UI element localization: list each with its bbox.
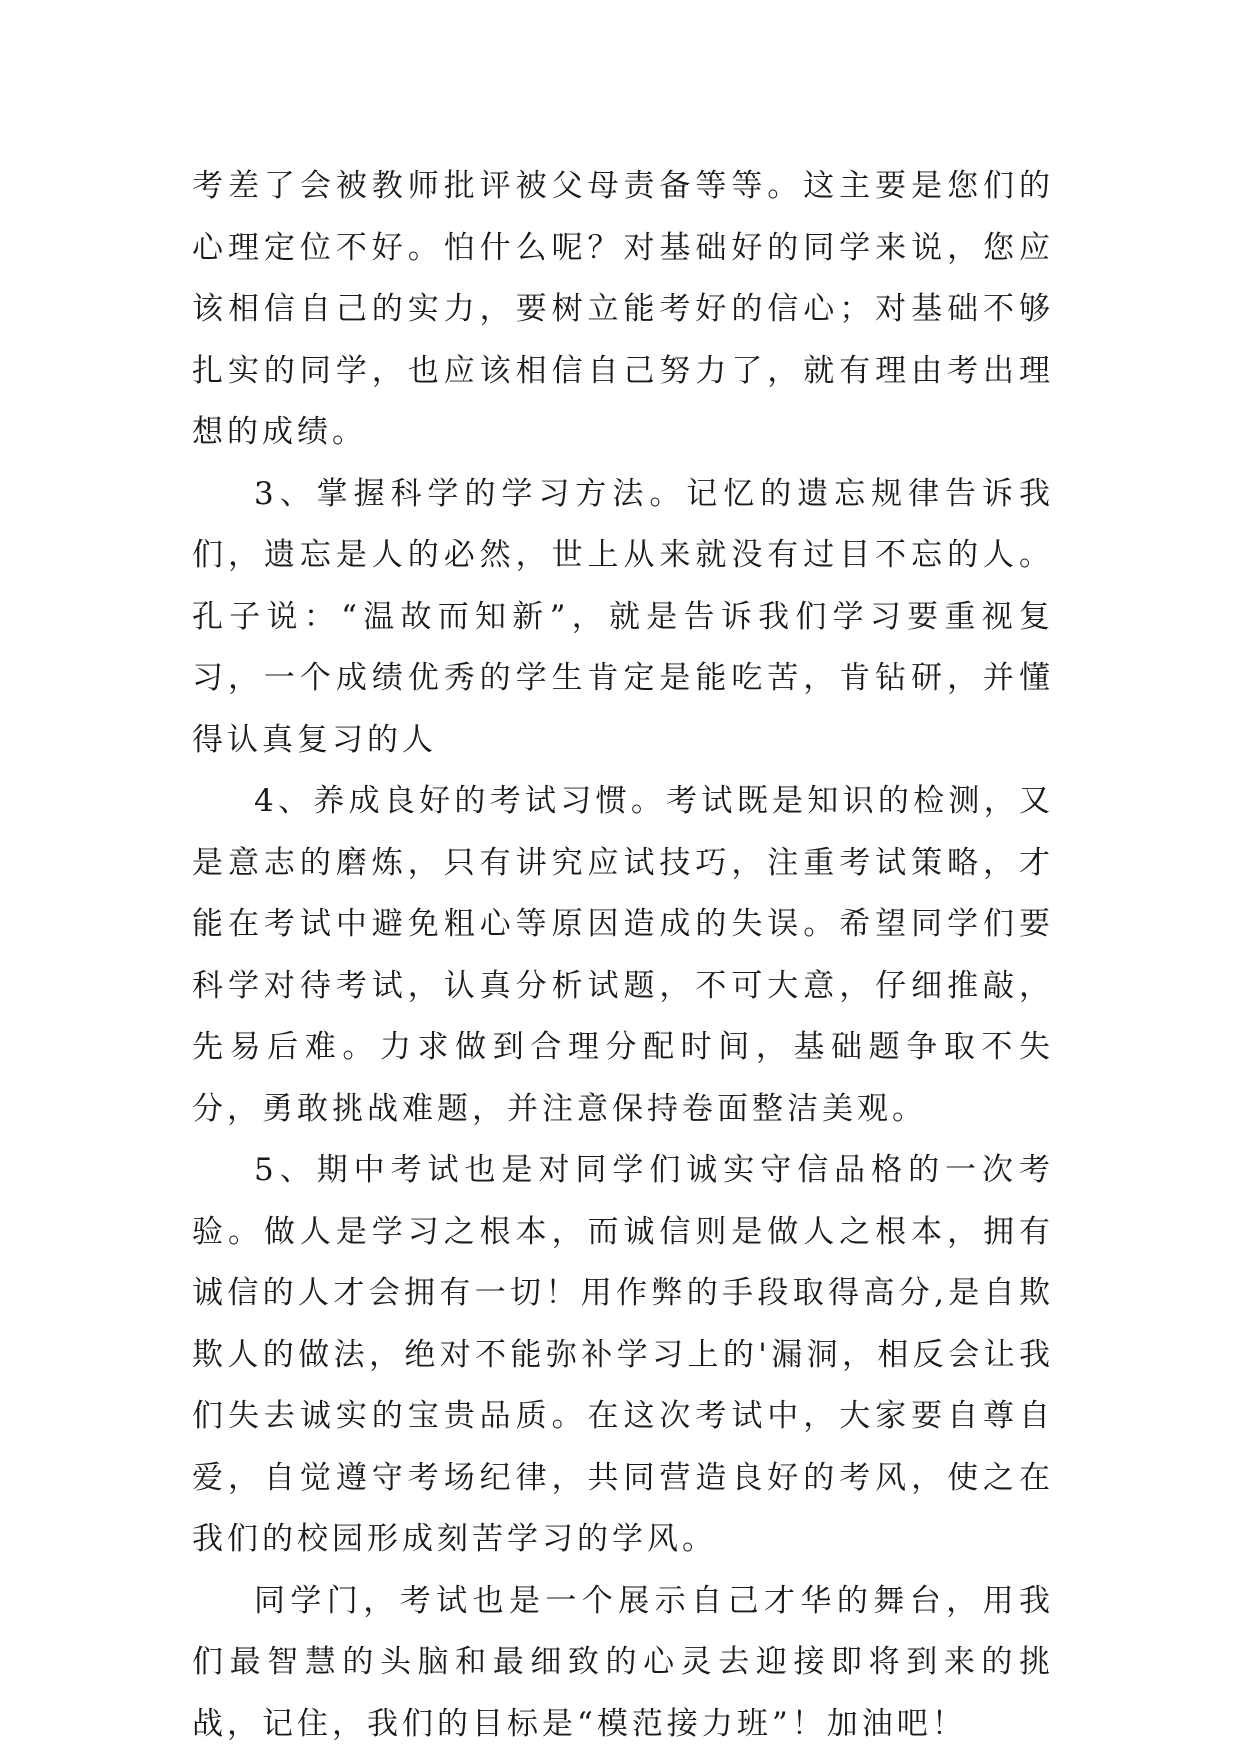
paragraph-3: 4、养成良好的考试习惯。考试既是知识的检测，又是意志的磨炼，只有讲究应试技巧，注重考试策略，才能在考试中避免粗心等原因造成的失误。希望同学们要科学对待考试，认真分析试题，不可大意，仔细推敲，先易后难。力求做到合理分配时间，基础题争取不失分，勇敢挑战难题，并注意保持卷面整洁美观。 xyxy=(192,771,1054,1140)
paragraph-4: 5、期中考试也是对同学们诚实守信品格的一次考验。做人是学习之根本，而诚信则是做人之根本，拥有诚信的人才会拥有一切！用作弊的手段取得高分,是自欺欺人的做法，绝对不能弥补学习上的'漏洞，相反会让我们失去诚实的宝贵品质。在这次考试中，大家要自尊自爱，自觉遵守考场纪律，共同营造良好的考风，使之在我们的校园形成刻苦学习的学风。 xyxy=(192,1140,1054,1571)
body-text xyxy=(192,156,1054,1755)
paragraph-1: 考差了会被教师批评被父母责备等等。这主要是您们的心理定位不好。怕什么呢？对基础好的同学来说，您应该相信自己的实力，要树立能考好的信心；对基础不够扎实的同学，也应该相信自己努力了，就有理由考出理想的成绩。 xyxy=(192,156,1054,464)
paragraph-2: 3、掌握科学的学习方法。记忆的遗忘规律告诉我们，遗忘是人的必然，世上从来就没有过目不忘的人。孔子说：“温故而知新”，就是告诉我们学习要重视复习，一个成绩优秀的学生肯定是能吃苦，肯钻研，并懂得认真复习的人 xyxy=(192,464,1054,772)
paragraph-5: 同学门，考试也是一个展示自己才华的舞台，用我们最智慧的头脑和最细致的心灵去迎接即将到来的挑战，记住，我们的目标是“模范接力班”！加油吧！ xyxy=(192,1571,1054,1755)
